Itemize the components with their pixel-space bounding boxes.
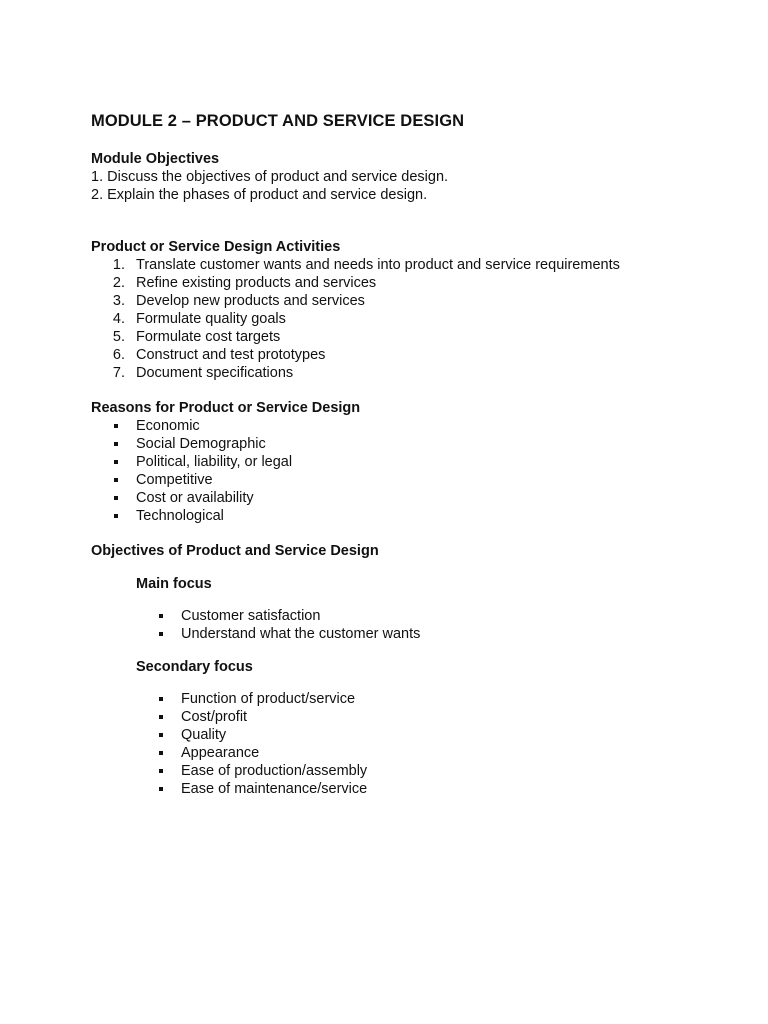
square-bullet-icon xyxy=(159,715,163,719)
list-item xyxy=(91,364,731,382)
activities-section xyxy=(91,238,731,382)
list-item xyxy=(91,435,731,453)
secondary-focus-list xyxy=(91,690,731,798)
item-text: Quality xyxy=(181,727,227,743)
section-heading: Module Objectives xyxy=(91,151,220,167)
square-bullet-icon xyxy=(114,478,118,482)
list-item xyxy=(91,256,731,274)
item-text: Social Demographic xyxy=(136,436,266,452)
item-text: Ease of maintenance/service xyxy=(181,781,368,797)
list-item xyxy=(91,292,731,310)
square-bullet-icon xyxy=(159,632,163,636)
item-text: Function of product/service xyxy=(181,691,356,707)
main-focus-list xyxy=(91,607,731,643)
item-text: Ease of production/assembly xyxy=(181,763,368,779)
list-item xyxy=(91,607,731,625)
reasons-section xyxy=(91,399,731,525)
reasons-list xyxy=(91,417,731,525)
item-number: 4. xyxy=(112,311,125,327)
item-number: 7. xyxy=(112,365,125,381)
list-item xyxy=(91,625,731,643)
list-item xyxy=(91,453,731,471)
item-number: 2. xyxy=(112,275,125,291)
item-number: 5. xyxy=(112,329,125,345)
square-bullet-icon xyxy=(114,442,118,446)
square-bullet-icon xyxy=(159,769,163,773)
document-body xyxy=(91,111,731,798)
item-text: Cost/profit xyxy=(181,709,248,725)
item-text: Develop new products and services xyxy=(136,293,365,309)
list-item xyxy=(91,744,731,762)
square-bullet-icon xyxy=(159,697,163,701)
activities-list xyxy=(91,256,731,382)
list-item xyxy=(91,417,731,435)
list-item xyxy=(91,489,731,507)
item-text: Formulate quality goals xyxy=(136,311,286,327)
page-title: MODULE 2 – PRODUCT AND SERVICE DESIGN xyxy=(91,112,465,130)
item-text: Political, liability, or legal xyxy=(136,454,293,470)
item-text: Translate customer wants and needs into product and service requirements xyxy=(136,257,620,273)
square-bullet-icon xyxy=(159,614,163,618)
list-item xyxy=(91,690,731,708)
square-bullet-icon xyxy=(114,424,118,428)
list-item xyxy=(91,471,731,489)
item-text: Formulate cost targets xyxy=(136,329,281,345)
section-heading: Product or Service Design Activities xyxy=(91,239,341,255)
item-text: Technological xyxy=(136,508,224,524)
list-item xyxy=(91,708,731,726)
square-bullet-icon xyxy=(114,514,118,518)
list-item xyxy=(91,507,731,525)
module-objectives-section xyxy=(91,150,731,204)
list-item xyxy=(91,328,731,346)
objectives-section xyxy=(91,542,731,798)
list-item xyxy=(91,274,731,292)
list-item xyxy=(91,310,731,328)
item-text: Customer satisfaction xyxy=(181,608,321,624)
square-bullet-icon xyxy=(159,751,163,755)
section-heading: Objectives of Product and Service Design xyxy=(91,543,379,559)
item-number: 3. xyxy=(112,293,125,309)
item-text: Competitive xyxy=(136,472,213,488)
square-bullet-icon xyxy=(159,733,163,737)
main-focus-heading: Main focus xyxy=(136,575,212,592)
square-bullet-icon xyxy=(159,787,163,791)
objective-line: 1. Discuss the objectives of product and service design. xyxy=(91,169,449,185)
item-number: 6. xyxy=(112,347,125,363)
item-text: Understand what the customer wants xyxy=(181,626,421,642)
list-item xyxy=(91,346,731,364)
section-heading: Reasons for Product or Service Design xyxy=(91,400,361,416)
secondary-focus-heading: Secondary focus xyxy=(136,658,253,675)
square-bullet-icon xyxy=(114,460,118,464)
objective-line: 2. Explain the phases of product and service design. xyxy=(91,187,428,203)
list-item xyxy=(91,780,731,798)
list-item xyxy=(91,726,731,744)
item-text: Economic xyxy=(136,418,200,434)
item-text: Cost or availability xyxy=(136,490,254,506)
square-bullet-icon xyxy=(114,496,118,500)
item-text: Construct and test prototypes xyxy=(136,347,326,363)
item-text: Document specifications xyxy=(136,365,294,381)
list-item xyxy=(91,762,731,780)
item-text: Appearance xyxy=(181,745,260,761)
item-number: 1. xyxy=(112,257,125,273)
item-text: Refine existing products and services xyxy=(136,275,377,291)
